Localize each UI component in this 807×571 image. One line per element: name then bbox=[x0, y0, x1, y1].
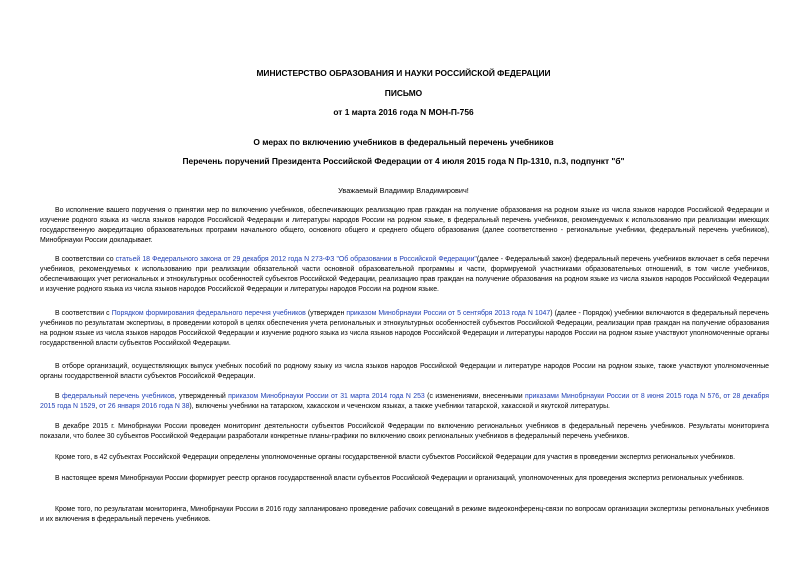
order-1047-link[interactable]: приказом Минобрнауки России от 5 сентября 2013 года N 1047 bbox=[346, 310, 551, 317]
paragraph-5-text: , утвержденный bbox=[174, 393, 229, 400]
paragraph-2-text: В соответствии со bbox=[55, 256, 116, 263]
paragraph-5-text: , bbox=[95, 403, 100, 410]
paragraph-5-text: ), включены учебники на татарском, хакасском и чеченском языках, а также учебники татарской, хакасской и якутской литературы. bbox=[189, 403, 610, 410]
law-article-18-link[interactable]: статьей 18 Федерального закона от 29 декабря 2012 года N 273-ФЗ "Об образовании в Российской Федерации" bbox=[115, 256, 477, 263]
paragraph-3-text: В соответствии с bbox=[55, 310, 112, 317]
formation-procedure-link[interactable]: Порядком формирования федерального перечня учебников bbox=[111, 310, 306, 317]
paragraph-5 bbox=[40, 392, 769, 412]
document-type: ПИСЬМО bbox=[384, 88, 423, 98]
order-1529-link[interactable]: от 28 декабря 2015 года N 1529 bbox=[40, 393, 769, 410]
document-subject: О мерах по включению учебников в федеральный перечень учебников bbox=[253, 137, 554, 147]
paragraph-6: В декабре 2015 г. Минобрнауки России проведен мониторинг деятельности субъектов Российской Федерации по включению региональных учебников в федеральный перечень учебников. Результаты мониторинга показали, что более 30 субъектов Российской Федерации разработали конкретные планы-графики по включению своих региональных учебников в федеральный перечень учебников. bbox=[40, 423, 769, 440]
greeting: Уважаемый Владимир Владимирович! bbox=[338, 186, 469, 195]
paragraph-5-text: , bbox=[719, 393, 724, 400]
document-date-number: от 1 марта 2016 года N МОН-П-756 bbox=[333, 107, 474, 117]
federal-list-link[interactable]: федеральный перечень учебников bbox=[62, 393, 175, 400]
paragraph-8: В настоящее время Минобрнауки России формирует реестр органов государственной власти субъектов Российской Федерации и организаций, уполномоченных для проведения экспертиз региональных учебников. bbox=[55, 475, 744, 482]
paragraph-5-text: (с изменениями, внесенными bbox=[424, 393, 525, 400]
paragraph-4: В отборе организаций, осуществляющих выпуск учебных пособий по родному языку из числа языков народов Российской Федерации и литературе народов России на родном языке, также участвуют уполномоченные органы государственной власти субъектов Российской Федерации. bbox=[40, 363, 769, 380]
paragraph-1: Во исполнение вашего поручения о принятии мер по включению учебников, обеспечивающих реализацию прав граждан на получение образования на родном языке из числа языков народов Российской Федерации и изучение родного языка из числа языков народов Российской Федерации и литературы народов России на родном языке, в федеральный перечень учебников, рекомендуемых к использованию при реализации имеющих государственную аккредитацию образовательных программ начального общего, основного общего и среднего общего образования (далее соответственно - региональные учебники, федеральный перечень учебников), Минобрнауки России докладывает. bbox=[40, 207, 769, 244]
paragraph-2 bbox=[40, 255, 769, 295]
paragraph-3-text: (утвержден bbox=[305, 310, 347, 317]
document-reference: Перечень поручений Президента Российской Федерации от 4 июля 2015 года N Пр-1310, п.3, подпункт "б" bbox=[182, 156, 625, 166]
order-38-link[interactable]: от 26 января 2016 года N 38 bbox=[99, 403, 190, 410]
paragraph-3-text: ) (далее - Порядок) учебники включаются в федеральный перечень учебников по результатам экспертизы, в проведении которой в целях обеспечения учета региональных и этнокультурных особенностей субъектов Российской Федерации, реализации прав граждан на получение образования на родном языке из числа языков народов Российской Федерации и изучение родного языка из числа языков народов Российской Федерации и литературы народов России на родном языке участвуют уполномоченные органы государственной власти субъектов Российской Федерации. bbox=[40, 310, 769, 347]
paragraph-9: Кроме того, по результатам мониторинга, Минобрнауки России в 2016 году запланировано проведение рабочих совещаний в режиме видеоконференц-связи по вопросам организации экспертизы региональных учебников и их включения в федеральный перечень учебников. bbox=[40, 506, 769, 523]
ministry-heading: МИНИСТЕРСТВО ОБРАЗОВАНИЯ И НАУКИ РОССИЙСКОЙ ФЕДЕРАЦИИ bbox=[256, 68, 551, 78]
order-253-link[interactable]: приказом Минобрнауки России от 31 марта 2014 года N 253 bbox=[228, 393, 425, 400]
paragraph-2-text: (далее - Федеральный закон) федеральный перечень учебников включает в себя перечни учебников, рекомендуемых к использованию при реализации обязательной части основной образовательной программы и части, формируемой участниками образовательных отношений, в том числе учебников, обеспечивающих учет региональных и этнокультурных особенностей субъектов Российской Федерации, реализацию прав граждан на получение образования на родном языке из числа языков народов Российской Федерации и изучение родного языка из числа языков народов Российской Федерации и литературы народов России на родном языке. bbox=[40, 256, 769, 293]
order-576-link[interactable]: приказами Минобрнауки России от 8 июня 2015 года N 576 bbox=[524, 393, 720, 400]
paragraph-7: Кроме того, в 42 субъектах Российской Федерации определены уполномоченные органы государственной власти субъектов Российской Федерации для участия в проведении экспертиз региональных учебников. bbox=[55, 454, 736, 461]
paragraph-3 bbox=[40, 309, 769, 349]
paragraph-5-text: В bbox=[55, 393, 63, 400]
